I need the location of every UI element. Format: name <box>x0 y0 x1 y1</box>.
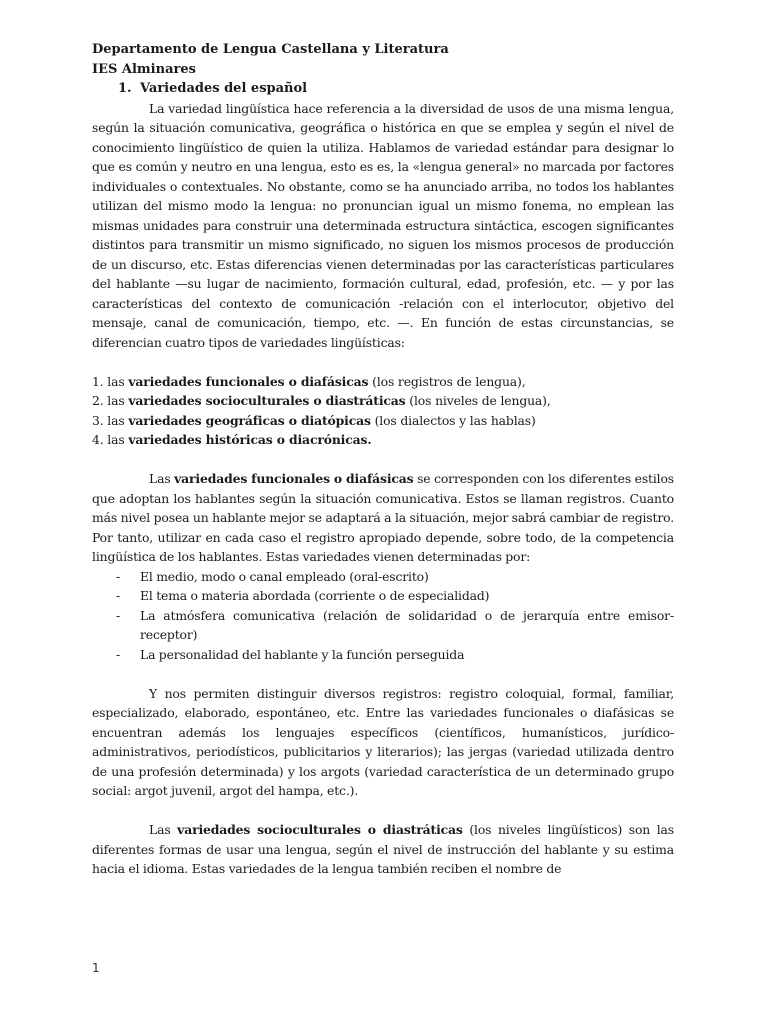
factor-item: - La personalidad del hablante y la función perseguida <box>116 646 465 662</box>
factors-list <box>92 567 674 665</box>
document-page <box>92 40 674 879</box>
varieties-list <box>92 372 674 450</box>
spacer <box>92 352 674 372</box>
intro-paragraph: La variedad lingüística hace referencia a la diversidad de usos de una misma lengua, según la situación comunicativa, geográfica o histórica en que se emplea y según el nivel de conocimiento lingüístico de quien la utiliza. Hablamos de variedad estándar para designar lo que es común y neutro en una lengua, esto es es, la «lengua general» no marcada por factores individuales o contextuales. No obstante, como se ha anunciado arriba, no todos los hablantes utilizan del mismo modo la lengua: no pronuncian igual un mismo fonema, no emplean las mismas unidades para construir una determinada estructura sintáctica, escogen significantes distintos para transmitir un mismo significado, no siguen los mismos procesos de producción de un discurso, etc. Estas diferencias vienen determinadas por las características particulares del hablante —su lugar de nacimiento, formación cultural, edad, profesión, etc. — y por las características del contexto de comunicación -relación con el interlocutor, objetivo del mensaje, canal de comunicación, tiempo, etc. —. En función de estas circunstancias, se diferencian cuatro tipos de variedades lingüísticas: <box>92 100 674 350</box>
factor-item: - La atmósfera comunicativa (relación de solidaridad o de jerarquía entre emisor-receptor) <box>116 607 674 642</box>
section-title-text: Variedades del español <box>140 81 308 96</box>
registers-paragraph: Y nos permiten distinguir diversos registros: registro coloquial, formal, familiar, especializado, elaborado, espontáneo, etc. Entre las variedades funcionales o diafásicas se encuentran además los lenguajes específicos (científicos, humanísticos, jurídico-administrativos, periodísticos, publicitarios y literarios); las jergas (variedad utilizada dentro de una profesión determinada) y los argots (variedad característica de un determinado grupo social: argot juvenil, argot del hampa, etc.). <box>92 685 674 798</box>
section-title <box>118 79 674 99</box>
functional-paragraph: Las variedades funcionales o diafásicas se corresponden con los diferentes estilos que adoptan los hablantes según la situación comunicativa. Estos se llaman registros. Cuanto más nivel posea un hablante mejor se adaptará a la situación, mejor sabrá cambiar de registro. Por tanto, utilizar en cada caso el registro apropiado depende, sobre todo, de la competencia lingüística de los hablantes. Estas variedades vienen determinadas por: <box>92 471 675 564</box>
sociocultural-paragraph: Las variedades socioculturales o diastráticas (los niveles lingüísticos) son las diferentes formas de usar una lengua, según el nivel de instrucción del hablante y su estima hacia el idioma. Estas variedades de la lengua también reciben el nombre de <box>92 822 675 876</box>
varieties-list-item: 4. las variedades históricas o diacrónicas. <box>92 432 372 447</box>
school-heading: IES Alminares <box>92 61 196 77</box>
spacer <box>92 801 674 821</box>
spacer <box>92 664 674 684</box>
factor-item: - El medio, modo o canal empleado (oral-escrito) <box>116 568 429 584</box>
page-number: 1 <box>92 961 100 975</box>
department-heading: Departamento de Lengua Castellana y Literatura <box>92 42 449 57</box>
spacer <box>92 450 674 470</box>
varieties-list-item: 2. las variedades socioculturales o diastráticas (los niveles de lengua), <box>92 393 551 408</box>
section-number: 1. <box>118 81 132 96</box>
varieties-list-item: 3. las variedades geográficas o diatópicas (los dialectos y las hablas) <box>92 412 536 428</box>
factor-item: - El tema o materia abordada (corriente o de especialidad) <box>116 588 490 603</box>
varieties-list-item: 1. las variedades funcionales o diafásicas (los registros de lengua), <box>92 373 526 389</box>
